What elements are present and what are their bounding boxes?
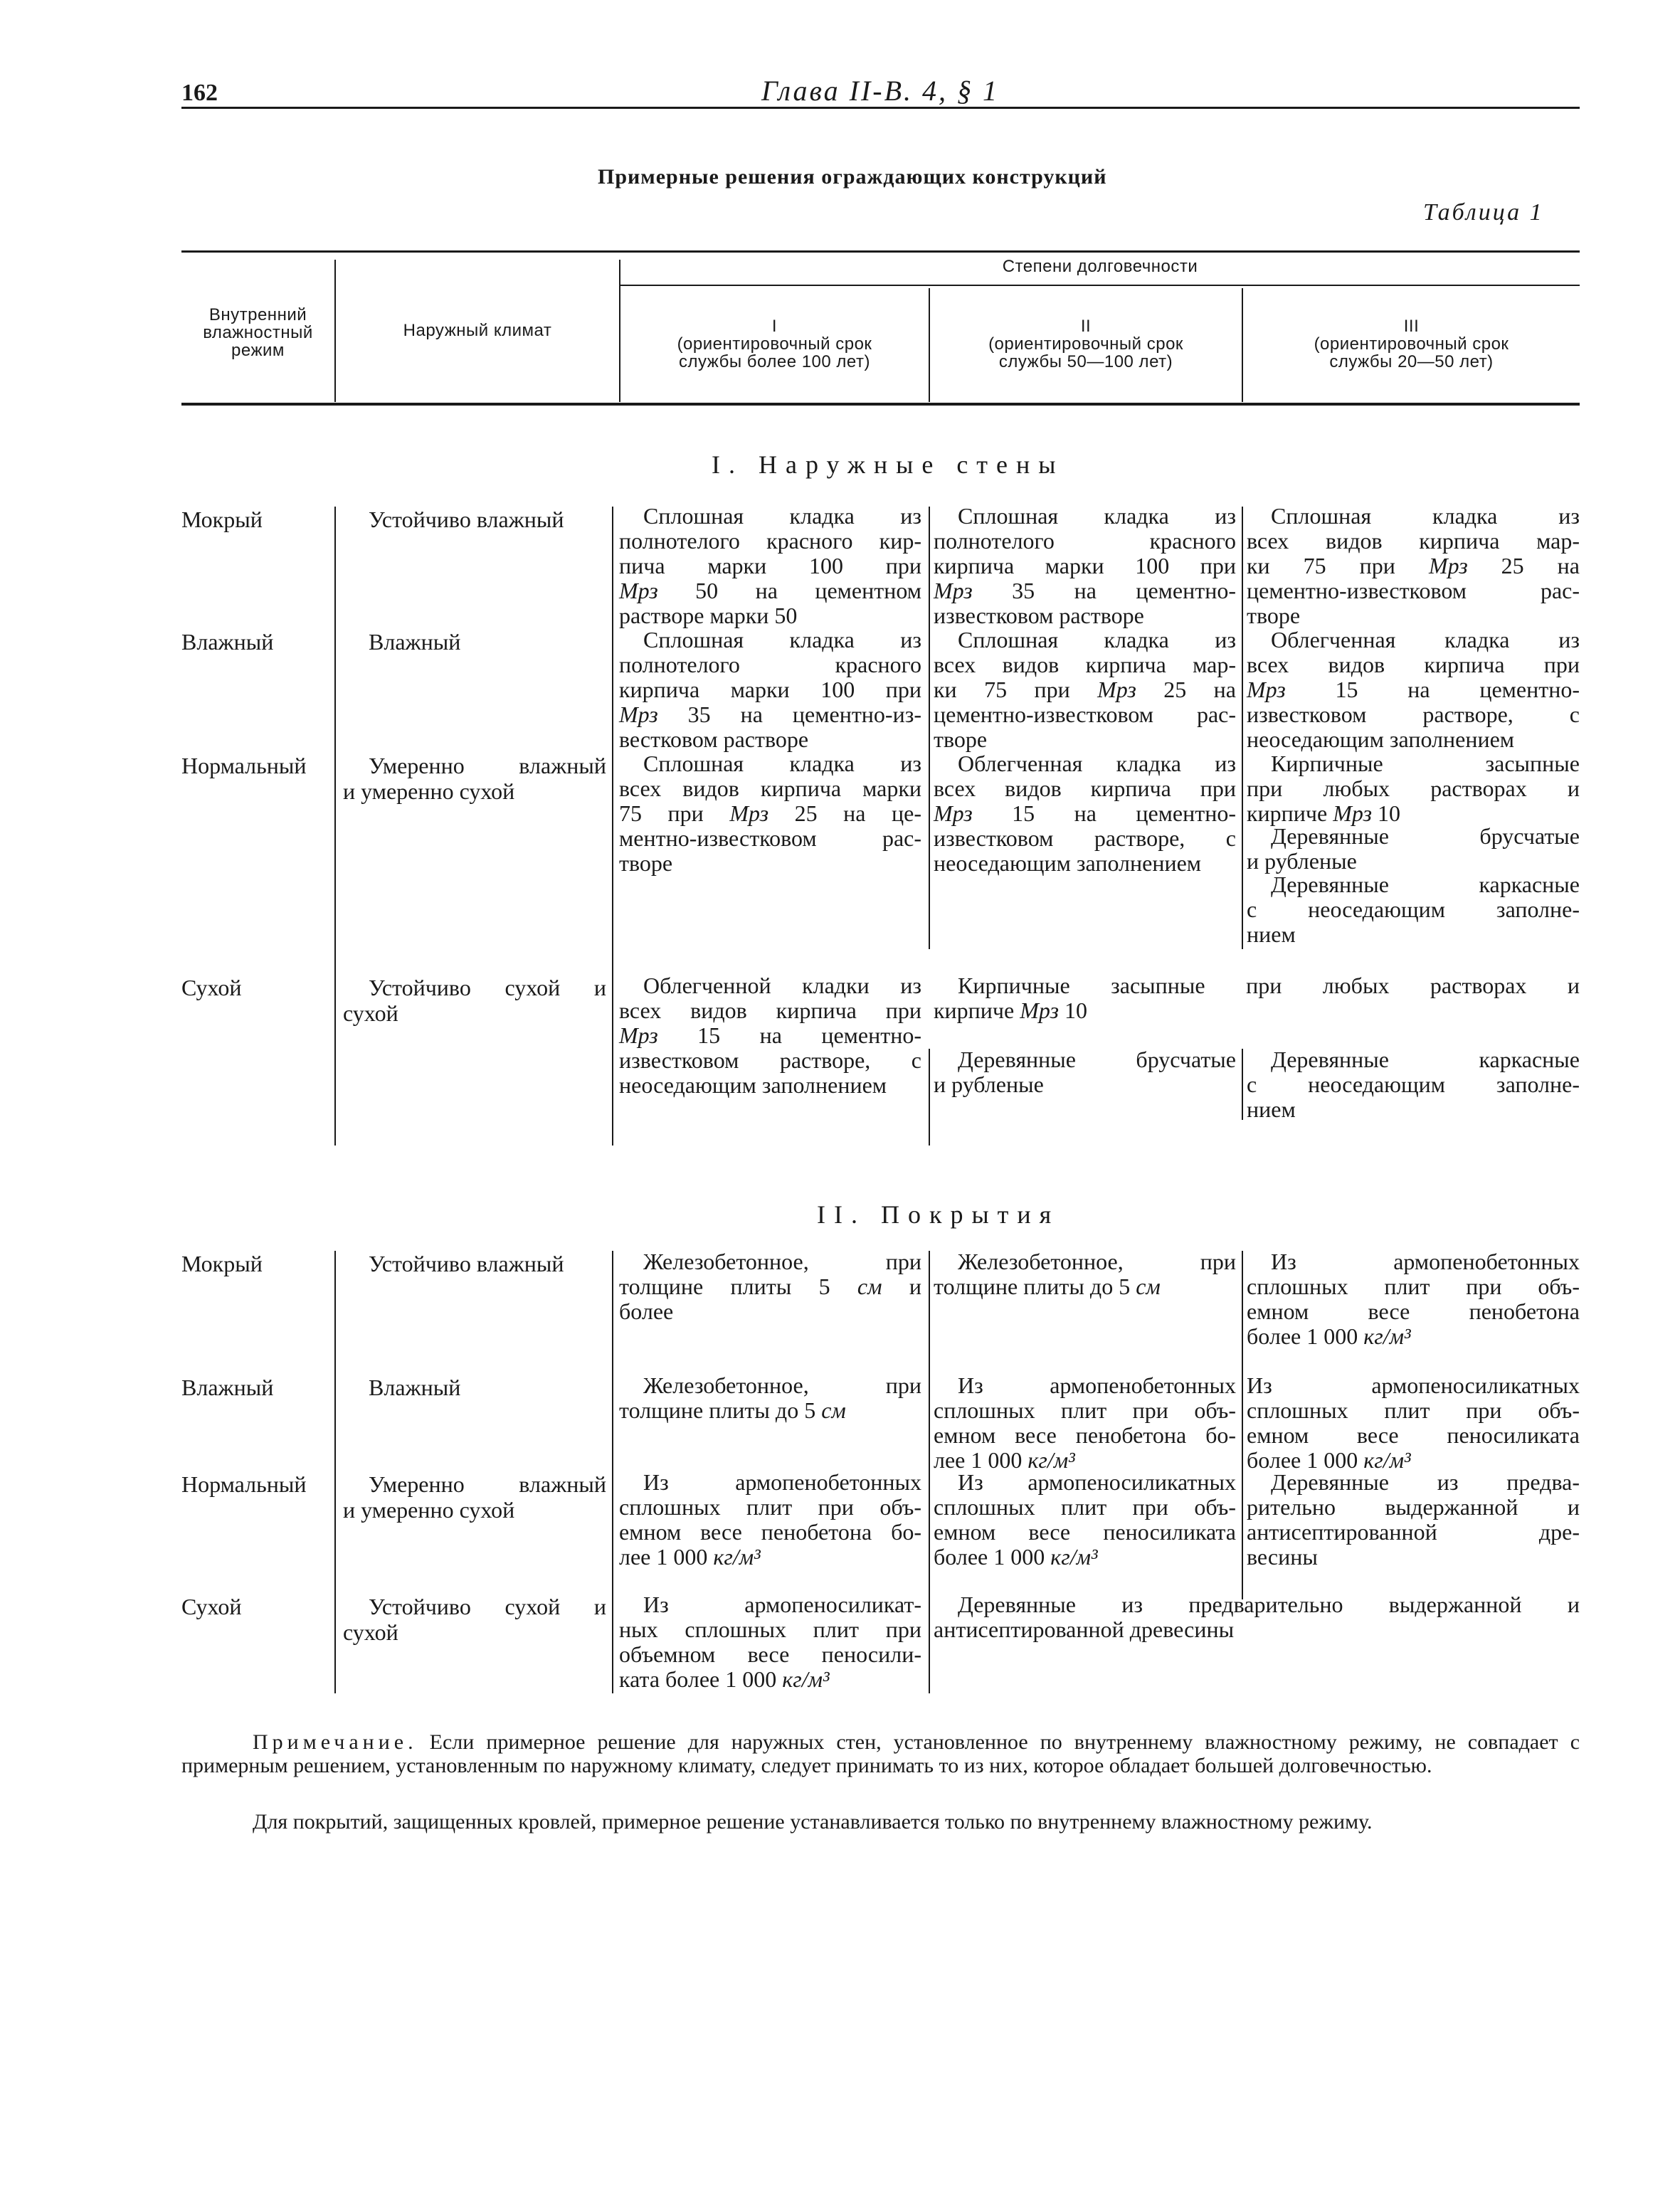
- degree-3-header: III (ориентировочный срок службы 20—50 лет): [1314, 317, 1509, 371]
- s2-r2-deg2: Из армопенобетонных сплошных плит при объ- емном весе пенобетона бо- лее 1 000 кг/м³: [934, 1372, 1236, 1473]
- s1-regime-dry: Сухой: [181, 975, 242, 1000]
- section-title-walls: I. Наружные стены: [712, 450, 1064, 479]
- s2-r3-deg2: Из армопеносиликатных сплошных плит при объ- емном весе пеносиликата более 1 000 кг/м³: [934, 1469, 1236, 1570]
- s2-r2-deg1: Железобетонное, при толщине плиты до 5 см: [619, 1372, 921, 1423]
- s2-divider-1: [334, 1251, 336, 1693]
- s1-r2-deg1: Сплошная кладка из полнотелого красного кирпича марки 100 при Мрз 35 на цементно-из- вестковом растворе: [619, 627, 921, 752]
- s2-r1-deg1: Железобетонное, при толщине плиты 5 см и более: [619, 1249, 922, 1324]
- s1-climate-dry: Устойчиво сухой и сухой: [343, 975, 606, 1026]
- climate-header: Наружный климат: [403, 321, 552, 340]
- durability-header: Степени долговечности: [1002, 257, 1198, 276]
- s1-divider-4: [1242, 507, 1243, 949]
- s1-divider-3: [929, 507, 930, 949]
- s2-regime-dry: Сухой: [181, 1594, 242, 1619]
- s1-r4-deg2-timber: Деревянные брусчатые и рубленые: [934, 1047, 1236, 1097]
- s1-r4-deg23-brick: Кирпичные засыпные при любых растворах и кирпиче Мрз 10: [934, 973, 1580, 1023]
- s1-r2-deg3: Облегченная кладка из всех видов кирпича при Мрз 15 на цементно- известковом растворе, с неоседающим заполнением: [1247, 627, 1580, 752]
- s1-r3-deg3-brick: Кирпичные засыпные при любых растворах и кирпиче Мрз 10: [1247, 751, 1580, 826]
- s1-divider-5: [929, 1049, 930, 1146]
- s1-r1-deg1: Сплошная кладка из полнотелого красного кир- пича марки 100 при Мрз 50 на цементном растворе марки 50: [619, 503, 921, 628]
- s1-divider-1: [334, 507, 336, 1146]
- s2-regime-normal: Нормальный: [181, 1471, 307, 1497]
- s1-r4-deg3-frame: Деревянные каркасные с неоседающим заполне- нием: [1247, 1047, 1580, 1122]
- s1-climate-wet: Устойчиво влажный: [369, 507, 564, 532]
- s2-climate-humid: Влажный: [369, 1375, 461, 1400]
- s2-divider-2: [612, 1251, 613, 1693]
- s1-r4-deg1: Облегченной кладки из всех видов кирпича при Мрз 15 на цементно- известковом растворе, с неоседающим заполнением: [619, 973, 921, 1098]
- note-paragraph-1: [181, 1730, 1580, 1777]
- s2-divider-5: [929, 1597, 930, 1693]
- header-rule: [181, 107, 1580, 109]
- s2-divider-4: [1242, 1251, 1243, 1599]
- s2-divider-3: [929, 1251, 930, 1599]
- s2-climate-normal: Умеренно влажный и умеренно сухой: [343, 1471, 606, 1523]
- running-head: Глава II-В. 4, § 1: [761, 75, 1000, 107]
- table-label: Таблица 1: [1423, 199, 1544, 226]
- degree-2-header: II (ориентировочный срок службы 50—100 лет): [988, 317, 1183, 371]
- s2-r3-deg1: Из армопенобетонных сплошных плит при объ- емном весе пенобетона бо- лее 1 000 кг/м³: [619, 1469, 921, 1570]
- page-number: 162: [181, 80, 218, 106]
- s1-r3-deg3-frame: Деревянные каркасные с неоседающим заполне- нием: [1247, 872, 1580, 947]
- s1-r3-deg3-timber: Деревянные брусчатые и рубленые: [1247, 823, 1580, 874]
- regime-header: Внутренний влажностный режим: [203, 305, 313, 360]
- s2-regime-humid: Влажный: [181, 1375, 274, 1400]
- note-paragraph-2: Для покрытий, защищенных кровлей, примерное решение устанавливается только по внутреннему влажностному режиму.: [253, 1810, 1373, 1834]
- s2-regime-wet: Мокрый: [181, 1251, 263, 1276]
- section-title-roofs: II. Покрытия: [817, 1200, 1060, 1229]
- table-head-bottom-rule: [181, 403, 1580, 406]
- degree-1-header: I (ориентировочный срок службы более 100 лет): [677, 317, 872, 371]
- s1-r2-deg2: Сплошная кладка из всех видов кирпича мар- ки 75 при Мрз 25 на цементно-известковом рас- творе: [934, 627, 1236, 752]
- s2-climate-wet: Устойчиво влажный: [369, 1251, 564, 1276]
- page-title: Примерные решения ограждающих конструкций: [598, 165, 1107, 189]
- s2-r1-deg2: Железобетонное, при толщине плиты до 5 см: [934, 1249, 1236, 1299]
- s2-r4-deg23: Деревянные из предварительно выдержанной и антисептированной древесины: [934, 1592, 1580, 1642]
- s2-r1-deg3: Из армопенобетонных сплошных плит при объ- емном весе пенобетона более 1 000 кг/м³: [1247, 1249, 1580, 1349]
- s1-divider-2: [612, 507, 613, 1146]
- note-label: Примечание.: [253, 1730, 418, 1754]
- s2-r4-deg1: Из армопеносиликат- ных сплошных плит при объемном весе пеносили- ката более 1 000 кг/м³: [619, 1592, 921, 1692]
- table-top-rule: [181, 250, 1580, 253]
- s1-climate-normal: Умеренно влажный и умеренно сухой: [343, 753, 606, 804]
- s1-r3-deg1: Сплошная кладка из всех видов кирпича марки 75 при Мрз 25 на це- ментно-известковом рас- творе: [619, 751, 922, 876]
- s1-r1-deg3: Сплошная кладка из всех видов кирпича мар- ки 75 при Мрз 25 на цементно-известковом рас- творе: [1247, 503, 1580, 628]
- note-text-1: Если примерное решение для наружных стен, установленное по внутреннему влажностному режиму, не совпадает с примерным решением, установленным по наружному климату, следует принимать то из них, которое обладает большей долговечностью.: [181, 1730, 1580, 1777]
- s1-r1-deg2: Сплошная кладка из полнотелого красного кирпича марки 100 при Мрз 35 на цементно- известковом растворе: [934, 503, 1236, 628]
- s1-r3-deg2: Облегченная кладка из всех видов кирпича при Мрз 15 на цементно- известковом растворе, с неоседающим заполнением: [934, 751, 1236, 876]
- s2-r2-deg3: Из армопеносиликатных сплошных плит при объ- емном весе пеносиликата более 1 000 кг/м³: [1247, 1372, 1580, 1473]
- s1-regime-wet: Мокрый: [181, 507, 263, 532]
- s2-r3-deg3: Деревянные из предва- рительно выдержанной и антисептированной дре- весины: [1247, 1469, 1580, 1570]
- s1-regime-normal: Нормальный: [181, 753, 307, 778]
- s1-divider-6: [1242, 1049, 1243, 1120]
- durability-rule: [619, 285, 1580, 286]
- s1-climate-humid: Влажный: [369, 629, 461, 655]
- s1-regime-humid: Влажный: [181, 629, 274, 655]
- s2-climate-dry: Устойчиво сухой и сухой: [343, 1594, 606, 1645]
